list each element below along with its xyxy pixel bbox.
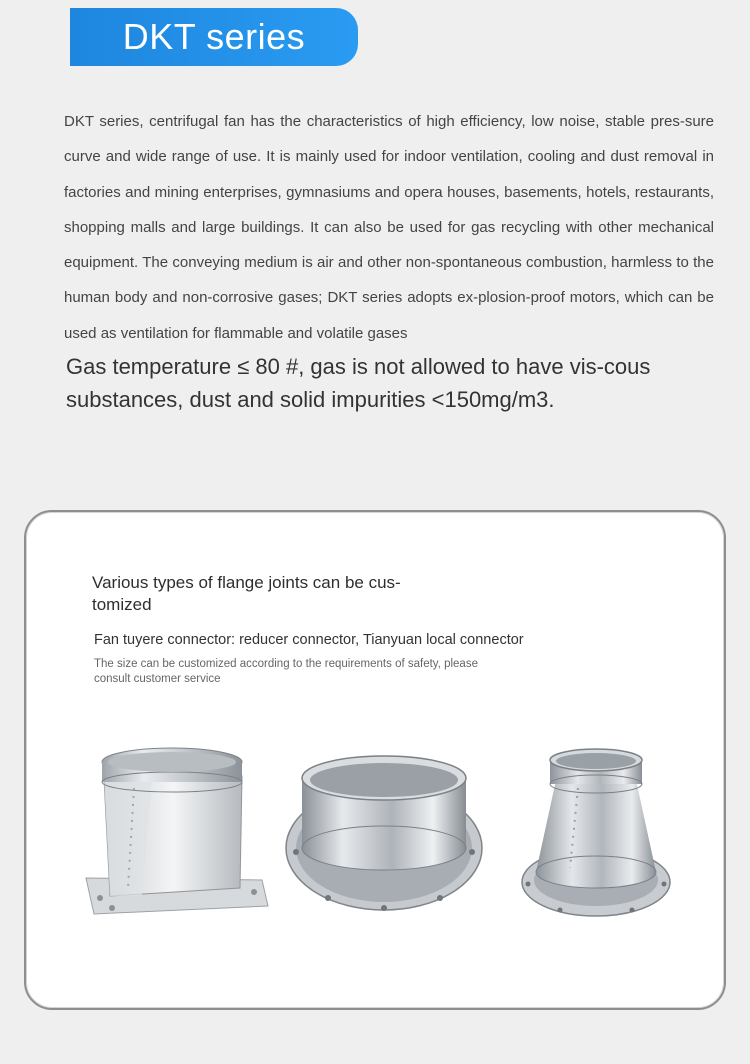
flange-joints-card — [24, 510, 726, 1010]
round-flange-connector-image — [284, 748, 484, 918]
reducer-connector-image — [520, 744, 672, 924]
gas-temperature-note: Gas temperature ≤ 80 #, gas is not allowed to have vis-cous substances, dust and solid impurities <150mg/m3. — [66, 354, 651, 412]
card-subtitle: Fan tuyere connector: reducer connector, Tianyuan local connector — [94, 632, 524, 648]
card-note: The size can be customized according to the requirements of safety, please consult customer service — [94, 658, 478, 685]
page-title: DKT series — [122, 16, 306, 57]
intro-paragraph: DKT series, centrifugal fan has the characteristics of high efficiency, low noise, stable pres-sure curve and wide range of use. It is mainly used for indoor ventilation, cooling and dust removal in factories and mining enterprises, gymnasiums and opera houses, basements, hotels, restaurants, shopping malls and large buildings. It can also be used for gas recycling with other mechanical equipment. The conveying medium is air and other non-spontaneous combustion, harmless to the human body and non-corrosive gases; DKT series adopts ex-plosion-proof motors, which can be used as ventilation for flammable and volatile gases — [64, 113, 714, 342]
card-title: Various types of flange joints can be cus-tomized — [92, 573, 401, 614]
square-to-round-connector-image — [82, 738, 272, 938]
header-badge — [70, 8, 358, 66]
